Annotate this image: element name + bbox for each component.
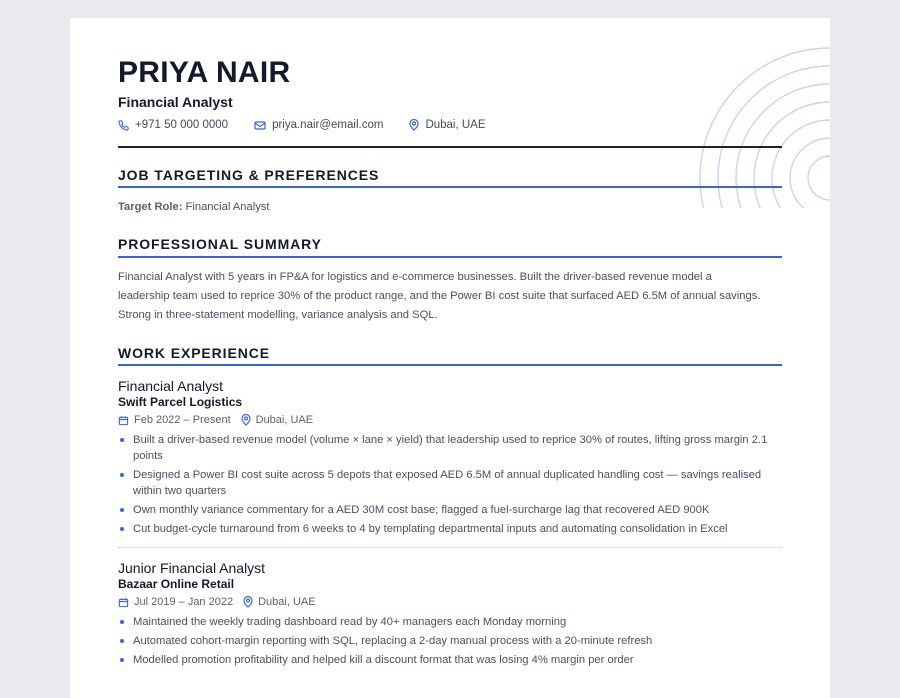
bullet-dot — [120, 508, 124, 512]
summary-line: leadership team used to reprice 30% of the product range, and the Power BI cost suite that surfaced AED 6.5M of annual savings. — [118, 290, 761, 302]
bullet-item — [118, 467, 782, 499]
job-meta — [118, 596, 316, 608]
location-pin-icon — [241, 414, 251, 426]
bullet-dot — [120, 639, 124, 643]
candidate-name: PRIYA NAIR — [118, 56, 291, 89]
phone-text: +971 50 000 0000 — [135, 119, 229, 131]
job-title: Junior Financial Analyst — [118, 560, 266, 576]
contact-location — [409, 119, 485, 131]
job-title: Financial Analyst — [118, 378, 224, 394]
section-rule — [118, 364, 782, 366]
target-role-value: Financial Analyst — [185, 201, 270, 213]
job-dates: Jul 2019 – Jan 2022 — [134, 596, 234, 608]
bullet-dot — [120, 527, 124, 531]
bullet-dot — [120, 620, 124, 624]
bullet-item — [118, 502, 782, 518]
target-role-label: Target Role: — [118, 201, 183, 213]
job-location: Dubai, UAE — [258, 596, 316, 608]
contact-email — [254, 119, 383, 131]
section-title-targeting: JOB TARGETING & PREFERENCES — [118, 167, 380, 183]
section-title-experience: WORK EXPERIENCE — [118, 345, 270, 361]
bullet-dot — [120, 473, 124, 477]
email-text: priya.nair@email.com — [272, 119, 384, 131]
bullet-text: Own monthly variance commentary for a AED 30M cost base; flagged a fuel-surcharge lag that recovered AED 900K — [133, 504, 710, 516]
job-bullets — [118, 432, 782, 540]
section-title-summary: PROFESSIONAL SUMMARY — [118, 236, 322, 252]
summary-line: Strong in three-statement modelling, variance analysis and SQL. — [118, 309, 438, 321]
bullet-item — [118, 633, 782, 649]
calendar-icon — [118, 415, 129, 426]
bullet-text: Automated cohort-margin reporting with SQL, replacing a 2-day manual process with a 20-minute refresh — [133, 635, 653, 647]
bullet-item — [118, 521, 782, 537]
job-divider — [118, 547, 782, 548]
bullet-item — [118, 432, 782, 464]
target-role-row — [118, 201, 270, 213]
mail-icon — [254, 120, 266, 131]
candidate-role: Financial Analyst — [118, 94, 233, 110]
job-company: Bazaar Online Retail — [118, 577, 235, 591]
phone-icon — [118, 120, 129, 131]
bullet-item — [118, 652, 782, 668]
bullet-item — [118, 614, 782, 630]
job-bullets — [118, 614, 782, 671]
bullet-text: Built a driver-based revenue model (volume × lane × yield) that leadership used to reprice 30% of routes, lifting gross margin 2.1 points — [133, 434, 768, 462]
bullet-text: Modelled promotion profitability and helped kill a discount format that was losing 4% margin per order — [133, 654, 634, 666]
resume-page — [70, 18, 830, 698]
job-company: Swift Parcel Logistics — [118, 395, 243, 409]
job-dates: Feb 2022 – Present — [134, 414, 231, 426]
summary-line: Financial Analyst with 5 years in FP&A for logistics and e-commerce businesses. Built the driver-based revenue model a — [118, 271, 712, 283]
location-pin-icon — [409, 119, 419, 131]
contact-row — [118, 119, 512, 131]
bullet-dot — [120, 438, 124, 442]
job-location: Dubai, UAE — [255, 414, 314, 426]
section-rule — [118, 186, 782, 188]
location-pin-icon — [243, 596, 253, 608]
decorative-arcs — [680, 18, 830, 208]
bullet-text: Designed a Power BI cost suite across 5 depots that exposed AED 6.5M of annual duplicated handling cost — savings realised within two quarters — [133, 469, 762, 497]
calendar-icon — [118, 597, 129, 608]
contact-phone — [118, 119, 228, 131]
location-text: Dubai, UAE — [425, 119, 486, 131]
bullet-text: Cut budget-cycle turnaround from 6 weeks to 4 by templating departmental inputs and automating consolidation in Excel — [133, 523, 728, 535]
section-rule — [118, 256, 782, 258]
bullet-dot — [120, 658, 124, 662]
bullet-text: Maintained the weekly trading dashboard read by 40+ managers each Monday morning — [133, 616, 567, 628]
header-divider — [118, 146, 782, 148]
summary-text — [118, 268, 782, 325]
job-meta — [118, 414, 313, 426]
